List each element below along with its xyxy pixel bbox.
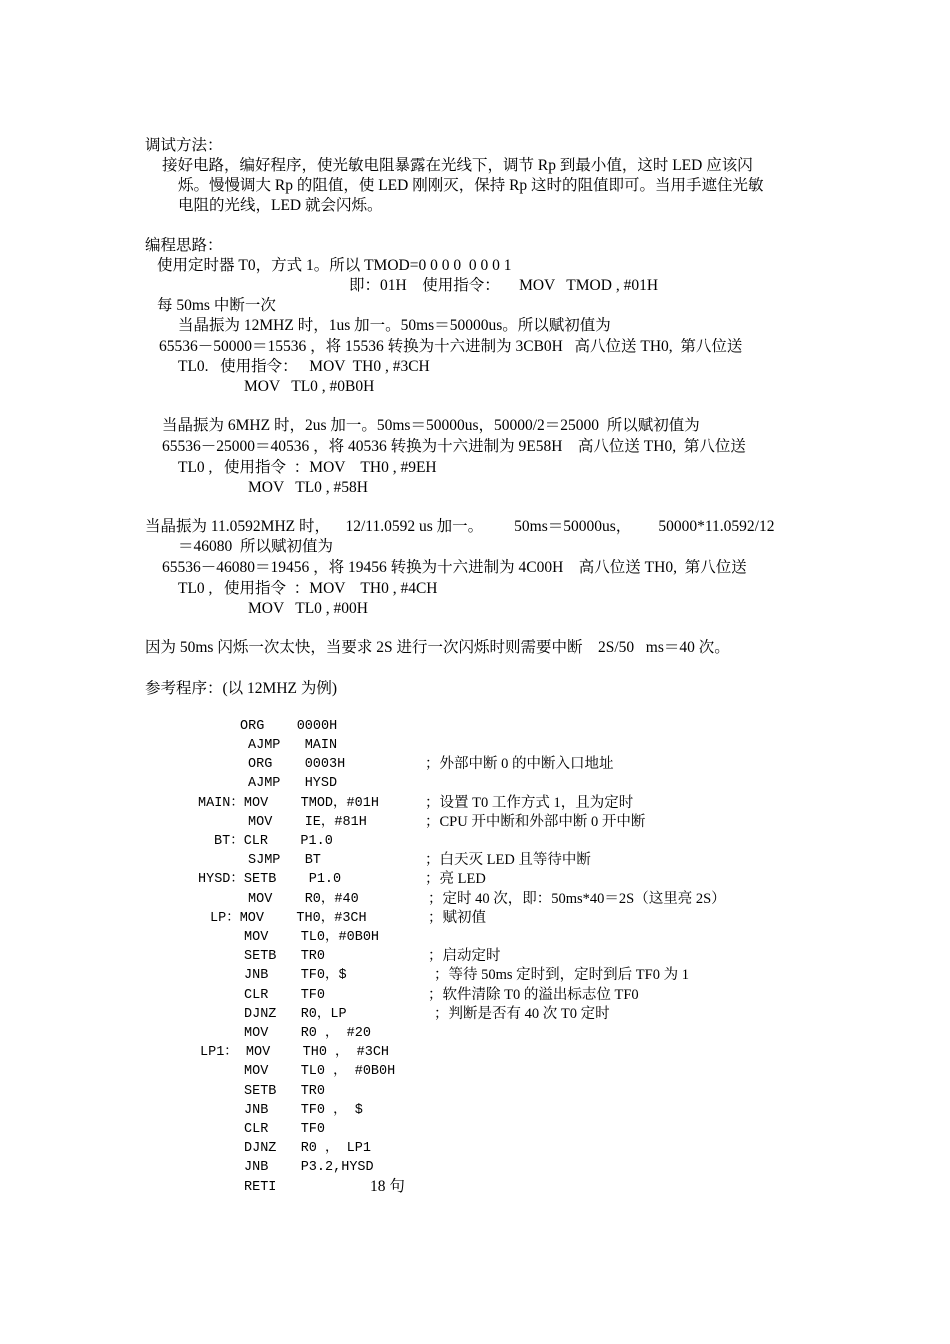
code-line: SETB TR0 xyxy=(244,1084,326,1099)
code-line: MOV TL0，#0B0H xyxy=(244,930,380,945)
calc12-line-4: MOV TL0 , #0B0H xyxy=(244,378,375,395)
code-line: MAIN：MOV TMOD，#01H xyxy=(198,796,379,811)
code-line: CLR TF0 xyxy=(244,1122,326,1137)
code-line: HYSD：SETB P1.0 xyxy=(198,872,342,887)
calc12-line-1: 当晶振为 12MHZ 时，1us 加一。50ms＝50000us。所以赋初值为 xyxy=(178,317,611,334)
code-line: CLR TF0 xyxy=(244,988,326,1003)
debug-line-3: 电阻的光线，LED 就会闪烁。 xyxy=(178,197,383,214)
calc6-line-4: MOV TL0 , #58H xyxy=(248,479,368,496)
interrupt-note: 因为 50ms 闪烁一次太快，当要求 2S 进行一次闪烁时则需要中断 2S/50 ms＝40 次。 xyxy=(145,639,730,656)
calc11-line-5: MOV TL0 , #00H xyxy=(248,600,368,617)
code-line: SJMP BT xyxy=(248,853,321,868)
code-line: DJNZ R0，LP xyxy=(244,1007,347,1022)
code-line: AJMP HYSD xyxy=(248,776,338,791)
instruction-count: 18 句 xyxy=(370,1178,405,1195)
debug-line-1: 接好电路，编好程序，使光敏电阻暴露在光线下，调节 Rp 到最小值，这时 LED 应该闪 xyxy=(162,157,753,174)
code-line: JNB TF0 ， $ xyxy=(244,1103,363,1118)
code-line: LP1： MOV TH0 ， #3CH xyxy=(200,1045,390,1060)
debug-line-2: 烁。慢慢调大 Rp 的阻值，使 LED 刚刚灭，保持 Rp 这时的阻值即可。当用手遮住光敏 xyxy=(178,177,764,194)
code-comment: ；设置 T0 工作方式 1，且为定时 xyxy=(425,795,634,811)
calc6-line-1: 当晶振为 6MHZ 时，2us 加一。50ms＝50000us，50000/2＝25000 所以赋初值为 xyxy=(162,417,700,434)
idea-line-tmod: 使用定时器 T0，方式 1。所以 TMOD=0 0 0 0 0 0 0 1 xyxy=(157,257,512,274)
code-comment: ；赋初值 xyxy=(428,910,486,926)
code-line: MOV TL0 ， #0B0H xyxy=(244,1064,396,1079)
reference-heading: 参考程序：(以 12MHZ 为例) xyxy=(145,680,338,697)
code-line: BT：CLR P1.0 xyxy=(214,834,333,849)
code-comment: ；判断是否有 40 次 T0 定时 xyxy=(434,1006,610,1022)
code-line: ORG 0000H xyxy=(240,719,338,734)
calc11-line-1: 当晶振为 11.0592MHZ 时， 12/11.0592 us 加一。 50ms＝50000us， 50000*11.0592/12 xyxy=(145,518,775,535)
code-comment: ；CPU 开中断和外部中断 0 开中断 xyxy=(425,814,646,830)
idea-heading: 编程思路： xyxy=(145,237,223,254)
calc12-line-3: TL0. 使用指令： MOV TH0 , #3CH xyxy=(178,358,430,375)
code-comment: ；定时 40 次，即：50ms*40＝2S（这里亮 2S） xyxy=(428,891,726,907)
calc6-line-3: TL0 , 使用指令 ：MOV TH0 , #9EH xyxy=(178,459,437,476)
calc11-line-4: TL0 , 使用指令 ：MOV TH0 , #4CH xyxy=(178,580,438,597)
code-comment: ；启动定时 xyxy=(428,948,501,964)
code-comment: ；外部中断 0 的中断入口地址 xyxy=(425,756,614,772)
code-line: LP：MOV TH0，#3CH xyxy=(210,911,367,926)
calc11-line-2: ＝46080 所以赋初值为 xyxy=(178,538,334,555)
code-line: AJMP MAIN xyxy=(248,738,338,753)
code-line: DJNZ R0 ， LP1 xyxy=(244,1141,371,1156)
code-line: JNB TF0，$ xyxy=(244,968,347,983)
calc11-line-3: 65536－46080＝19456 ，将 19456 转换为十六进制为 4C00H 高八位送 TH0, 第八位送 xyxy=(162,559,747,576)
calc6-line-2: 65536－25000＝40536 ，将 40536 转换为十六进制为 9E58H 高八位送 TH0, 第八位送 xyxy=(162,438,746,455)
code-line: RETI xyxy=(244,1180,277,1195)
code-comment: ；等待 50ms 定时到，定时到后 TF0 为 1 xyxy=(434,967,689,983)
code-line: MOV IE，#81H xyxy=(248,815,367,830)
code-comment: ；软件清除 T0 的溢出标志位 TF0 xyxy=(428,987,639,1003)
idea-line-instruction: 即：01H 使用指令： MOV TMOD , #01H xyxy=(349,277,659,294)
idea-line-interval: 每 50ms 中断一次 xyxy=(157,297,276,314)
code-line: MOV R0 ， #20 xyxy=(244,1026,371,1041)
calc12-line-2: 65536－50000＝15536 ，将 15536 转换为十六进制为 3CB0H 高八位送 TH0, 第八位送 xyxy=(159,338,743,355)
code-comment: ；亮 LED xyxy=(425,871,486,887)
code-comment: ；白天灭 LED 且等待中断 xyxy=(425,852,591,868)
code-line: ORG 0003H xyxy=(248,757,346,772)
code-line: SETB TR0 xyxy=(244,949,326,964)
code-line: MOV R0，#40 xyxy=(248,892,359,907)
debug-heading: 调试方法： xyxy=(145,137,223,154)
code-line: JNB P3.2,HYSD xyxy=(244,1160,374,1175)
